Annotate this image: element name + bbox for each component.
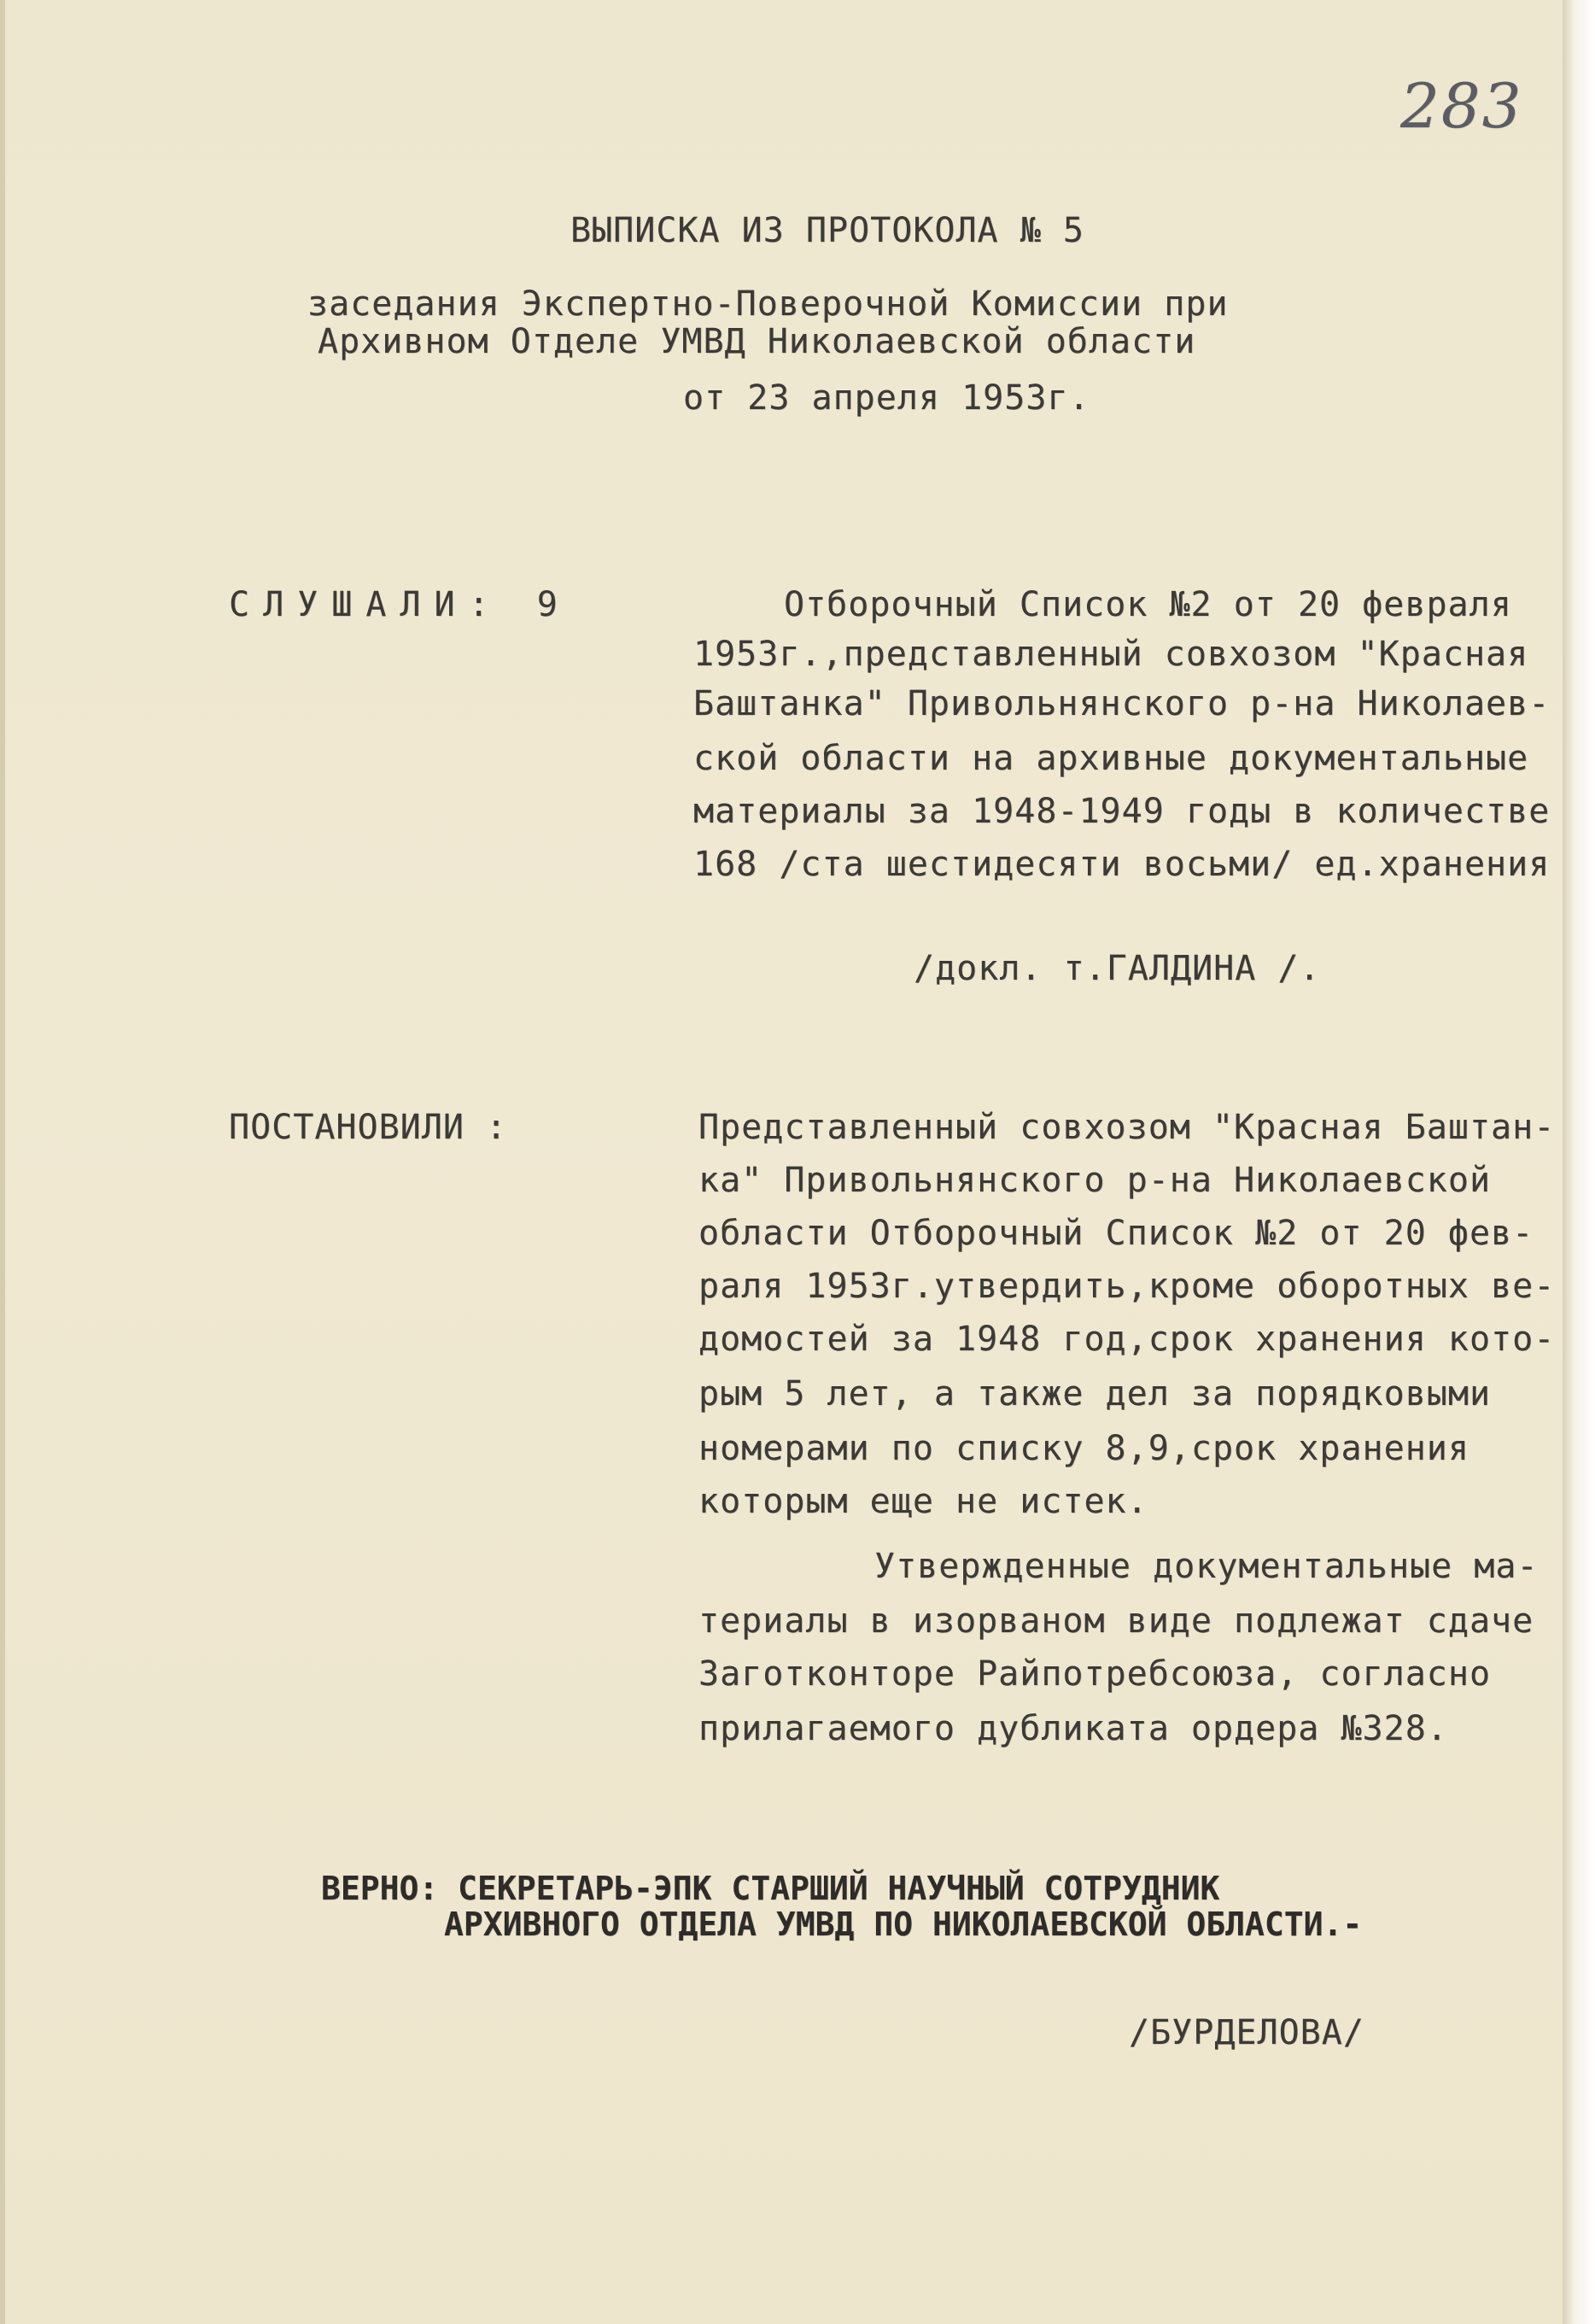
certification-stamp-line-1: ВЕРНО: СЕКРЕТАРЬ-ЭПК СТАРШИЙ НАУЧНЫЙ СОТРУДНИК [321,1870,1220,1907]
resolved-para2-line-4: прилагаемого дубликата ордера №328. [698,1709,1448,1748]
resolved-line-3: области Отборочный Список №2 от 20 фев- [698,1214,1534,1253]
heard-line-3: Баштанка" Привольнянского р-на Николаев- [693,684,1551,723]
resolved-line-1: Представленный совхозом "Красная Баштан- [698,1108,1556,1147]
page-right-edge [1563,0,1595,2324]
resolved-line-4: раля 1953г.утвердить,кроме оборотных ве- [698,1267,1556,1306]
resolved-line-5: домостей за 1948 год,срок хранения кото- [698,1320,1556,1359]
resolved-line-2: ка" Привольнянского р-на Николаевской [698,1161,1492,1200]
header-date: от 23 апреля 1953г. [683,378,1090,418]
resolved-label: ПОСТАНОВИЛИ : [229,1108,508,1147]
resolved-line-7: номерами по списку 8,9,срок хранения [698,1429,1469,1468]
signature-name: /БУРДЕЛОВА/ [1129,2013,1364,2052]
resolved-para2-line-3: Заготконторе Райпотребсоюза, согласно [698,1654,1492,1694]
resolved-para2-line-1: Утвержденные документальные ма- [874,1547,1539,1586]
heard-line-1: Отборочный Список №2 от 20 февраля [784,585,1512,624]
resolved-para2-line-2: териалы в изорваном виде подлежат сдаче [698,1601,1534,1641]
header-line-1: заседания Экспертно-Поверочной Комиссии при [307,284,1229,324]
certification-stamp-line-2: АРХИВНОГО ОТДЕЛА УМВД ПО НИКОЛАЕВСКОЙ ОБЛАСТИ.- [444,1905,1363,1943]
heard-line-4: ской области на архивные документальные [693,739,1529,778]
header-line-2: Архивном Отделе УМВД Николаевской области [318,322,1196,361]
handwritten-page-number: 283 [1400,70,1523,142]
document-title: ВЫПИСКА ИЗ ПРОТОКОЛА № 5 [570,211,1084,250]
page-left-edge [0,0,5,2324]
heard-label: СЛУШАЛИ: 9 [229,585,571,624]
resolved-line-8: которым еще не истек. [698,1482,1148,1521]
heard-line-2: 1953г.,представленный совхозом "Красная [693,635,1529,674]
resolved-line-6: рым 5 лет, а также дел за порядковыми [698,1374,1492,1414]
heard-line-6: 168 /ста шестидесяти восьми/ ед.хранения [693,845,1551,884]
heard-speaker: /докл. т.ГАЛДИНА /. [914,949,1321,988]
heard-line-5: материалы за 1948-1949 годы в количестве [693,792,1551,831]
